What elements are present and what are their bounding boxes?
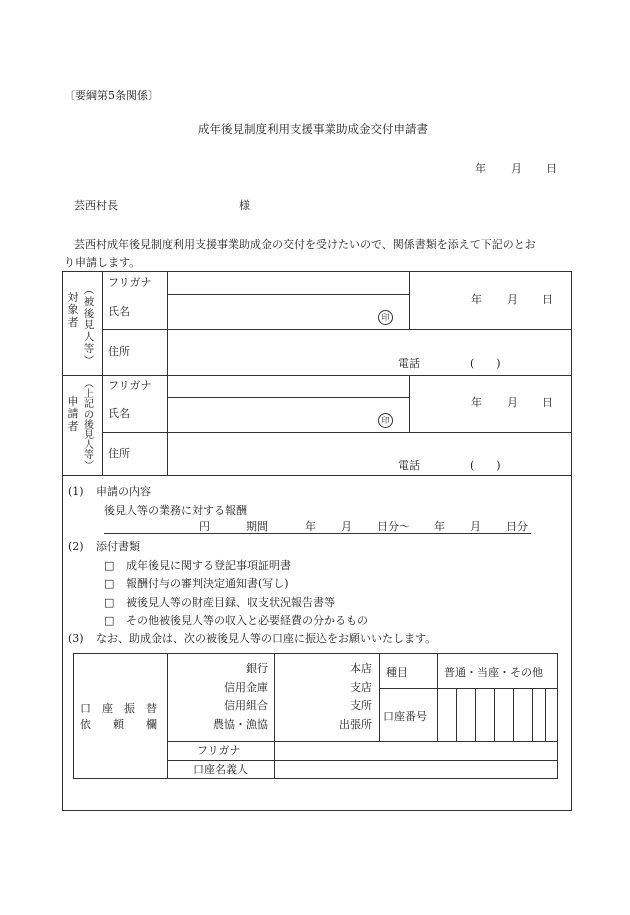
- section1-heading: 申請の内容: [96, 485, 151, 498]
- applicant-sublabel: ︵ 上 記 の 後 見 人 等 ︶: [84, 379, 94, 472]
- section1-number: (1): [68, 485, 84, 498]
- applicant-seal: 印: [378, 413, 393, 428]
- subject-furigana-label: フリガナ: [108, 276, 152, 289]
- honorific: 様: [239, 199, 250, 212]
- rule: [456, 688, 457, 741]
- rule: [167, 271, 168, 475]
- subject-label: 対 象 者: [67, 291, 79, 329]
- branch-type: 支所: [350, 699, 372, 712]
- rule: [545, 688, 546, 741]
- attachment-item: 報酬付与の審判決定通知書(写し): [126, 577, 289, 590]
- rule: [102, 271, 103, 475]
- bank-label-row2: 依 頼 欄: [80, 718, 157, 731]
- subject-dob-month: 月: [507, 293, 518, 306]
- rule: [409, 375, 410, 432]
- applicant-phone-paren: ( ): [470, 459, 501, 472]
- institution-type: 銀行: [246, 662, 268, 675]
- attachment-item: 被後見人等の財産目録、収支状況報告書等: [126, 596, 335, 609]
- applicant-address-label: 住所: [108, 447, 130, 460]
- rule: [513, 688, 514, 741]
- reference-label: 〔要綱第5条関係〕: [64, 89, 159, 102]
- subject-seal: 印: [378, 310, 393, 325]
- section1-from-month: 月: [341, 520, 352, 533]
- applicant-phone-label: 電話: [398, 459, 420, 472]
- institution-type: 信用組合: [224, 699, 268, 712]
- subject-dob-year: 年: [471, 293, 482, 306]
- section1-to-year: 年: [434, 520, 445, 533]
- date-month: 月: [511, 162, 522, 175]
- form-title: 成年後見制度利用支援事業助成金交付申請書: [198, 122, 428, 136]
- rule: [102, 432, 572, 433]
- subject-dob-day: 日: [542, 293, 553, 306]
- amount-underline: [104, 533, 531, 534]
- rule: [167, 741, 558, 742]
- intro-line-2: り申請します。: [64, 256, 141, 269]
- branch-type: 本店: [350, 662, 372, 675]
- date-day: 日: [546, 162, 557, 175]
- section1-detail: 後見人等の業務に対する報酬: [104, 504, 247, 517]
- rule: [475, 688, 476, 741]
- subject-name-label: 氏名: [108, 305, 130, 318]
- section1-yen: 円: [199, 520, 210, 533]
- attachment-item: 成年後見に関する登記事項証明書: [126, 559, 291, 572]
- checkbox[interactable]: □: [104, 614, 115, 627]
- section3-text: なお、助成金は、次の被後見人等の口座に振込をお願いいたします。: [96, 632, 437, 645]
- account-type-options: 普通・当座・その他: [444, 666, 543, 679]
- section1-period: 期間: [246, 520, 268, 533]
- section1-to-month: 月: [470, 520, 481, 533]
- rule: [62, 375, 572, 376]
- applicant-dob-month: 月: [507, 396, 518, 409]
- account-type-label: 種目: [386, 666, 408, 679]
- subject-phone-label: 電話: [398, 357, 420, 370]
- subject-address-label: 住所: [108, 345, 130, 358]
- rule: [167, 294, 409, 295]
- date-year: 年: [475, 162, 486, 175]
- applicant-dob-day: 日: [542, 396, 553, 409]
- section1-from-day: 日分～: [377, 520, 410, 533]
- rule: [409, 271, 410, 329]
- attachment-item: その他被後見人等の収入と必要経費の分かるもの: [126, 614, 368, 627]
- rule: [167, 397, 409, 398]
- rule: [437, 653, 438, 741]
- section1-to-day: 日分: [506, 520, 528, 533]
- subject-phone-paren: ( ): [470, 357, 501, 370]
- section2-number: (2): [68, 540, 84, 553]
- branch-type: 出張所: [339, 718, 372, 731]
- institution-type: 信用金庫: [224, 681, 268, 694]
- rule: [102, 329, 572, 330]
- rule: [62, 475, 572, 476]
- applicant-label: 申 請 者: [67, 395, 79, 433]
- checkbox[interactable]: □: [104, 596, 115, 609]
- subject-sublabel: ︵ 被 後 見 人 等 ︶: [83, 284, 95, 367]
- branch-type: 支店: [350, 681, 372, 694]
- applicant-dob-year: 年: [471, 396, 482, 409]
- applicant-name-label: 氏名: [108, 407, 130, 420]
- institution-type: 農協・漁協: [213, 718, 268, 731]
- section2-heading: 添付書類: [96, 540, 140, 553]
- applicant-furigana-label: フリガナ: [108, 379, 152, 392]
- rule: [167, 760, 558, 761]
- checkbox[interactable]: □: [104, 559, 115, 572]
- bank-label-row1: 口 座 振 替: [80, 702, 157, 715]
- intro-line-1: 芸西村成年後見制度利用支援事業助成金の交付を受けたいので、関係書類を添えて下記のとお: [74, 238, 536, 251]
- account-holder-label: 口座名義人: [193, 763, 248, 776]
- rule: [532, 688, 533, 741]
- section1-from-year: 年: [305, 520, 316, 533]
- account-number-label: 口座番号: [383, 710, 427, 723]
- checkbox[interactable]: □: [104, 577, 115, 590]
- holder-furigana-label: フリガナ: [197, 744, 241, 757]
- rule: [494, 688, 495, 741]
- addressee: 芸西村長: [74, 199, 118, 212]
- rule: [379, 653, 380, 741]
- section3-number: (3): [68, 632, 84, 645]
